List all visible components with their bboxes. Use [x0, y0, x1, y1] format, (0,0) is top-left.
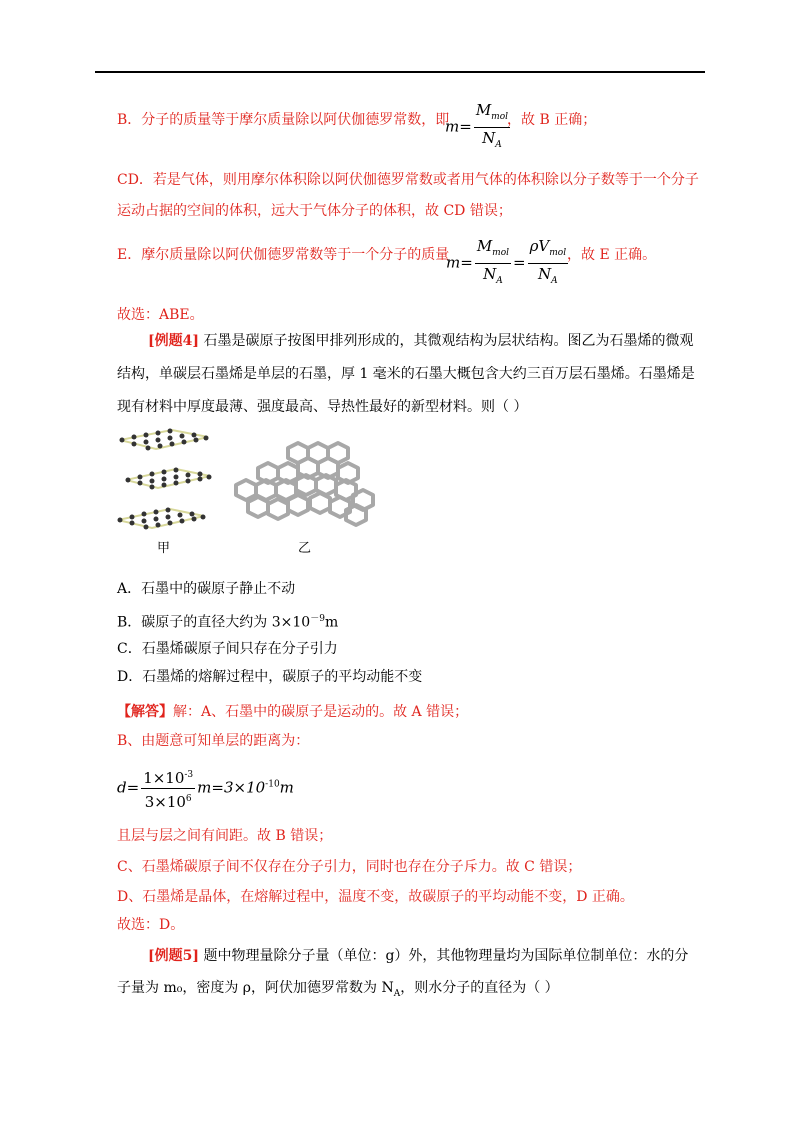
option-c: C．石墨烯碳原子间只存在分子引力 [117, 641, 338, 657]
example-5-tag: [例题5] [148, 948, 199, 964]
solution-cd-line-1: CD．若是气体，则用摩尔体积除以阿伏伽德罗常数或者用气体的体积除以分子数等于一个分子 [117, 172, 699, 188]
solution-b-conclusion: 且层与层之间有间距。故 B 错误； [117, 828, 333, 844]
formula-N: N [482, 129, 496, 147]
formula-e-mol: mol [492, 248, 510, 258]
example-5-line-1 [148, 946, 688, 966]
formula-M: M [475, 101, 492, 119]
solution-d: D、石墨烯是晶体，在熔解过程中，温度不变，故碳原子的平均动能不变，D 正确。 [117, 889, 634, 905]
formula-var-m: m [445, 117, 460, 136]
formula-d-eq: = [126, 778, 140, 797]
formula-e-V: V [538, 237, 550, 255]
formula-e-N2: N [538, 265, 552, 283]
solution-b-suffix: ，故 B 正确； [507, 112, 597, 128]
solution-tag: 【解答】 [117, 704, 173, 720]
example-4-line-2: 结构，单碳层石墨烯是单层的石墨，厚 1 毫米的石墨大概包含大约三百万层石墨烯。石墨烯是 [117, 366, 695, 382]
solution-line-1 [117, 702, 468, 722]
formula-e-vmol: mol [549, 248, 567, 258]
formula-e-M: M [476, 237, 493, 255]
formula-d-num-exp: -3 [184, 770, 194, 780]
caption-jia: 甲 [157, 541, 171, 556]
solution-a-text: 解：A、石墨中的碳原子是运动的。故 A 错误； [173, 704, 469, 720]
solution-b-intro: B、由题意可知单层的距离为： [117, 733, 310, 749]
answer-1: 故选：ABE。 [117, 307, 204, 323]
example-5-text-1: 题中物理量除分子量（单位：g）外，其他物理量均为国际单位制单位：水的分 [199, 948, 689, 964]
formula-mol-sub: mol [491, 112, 509, 122]
solution-e-line: E．摩尔质量除以阿伏伽德罗常数等于一个分子的质量 [117, 247, 450, 263]
graphite-layer-top [120, 429, 209, 451]
option-a: A．石墨中的碳原子静止不动 [117, 581, 296, 597]
example-4-line-1 [148, 331, 693, 351]
header-rule [95, 71, 705, 73]
formula-m-mol-over-na [445, 100, 512, 155]
formula-e-N: N [483, 265, 497, 283]
formula-d [117, 765, 294, 812]
formula-e-eq1: = [460, 253, 473, 272]
solution-b-line [117, 110, 449, 130]
example-5-text-2b: ，则水分子的直径为（ ） [400, 980, 559, 996]
formula-d-num: 1×10 [143, 769, 185, 787]
formula-e-rho: ρ [529, 237, 539, 255]
example-4-text-1: 石墨是碳原子按图甲排列形成的，其微观结构为层状结构。图乙为石墨烯的微观 [199, 333, 694, 349]
example-4-line-3: 现有材料中厚度最薄、强度最高、导热性最好的新型材料。则（ ） [117, 399, 528, 415]
formula-fraction [474, 100, 510, 155]
option-b-exponent: －9 [310, 614, 325, 624]
option-b-unit: m [324, 614, 339, 631]
formula-d-var: d [117, 778, 127, 797]
option-b [117, 609, 338, 633]
formula-d-den: 3×10 [144, 793, 186, 811]
formula-d-frac [141, 765, 195, 812]
formula-e-m: m [446, 253, 461, 272]
example-5-sub: A [393, 988, 401, 999]
formula-e-eq2: = [513, 253, 526, 272]
solution-cd-line-2: 运动占据的空间的体积，远大于气体分子的体积，故 CD 错误； [117, 203, 512, 219]
formula-d-den-exp: 6 [185, 794, 192, 804]
option-d: D．石墨烯的熔解过程中，碳原子的平均动能不变 [117, 669, 423, 685]
formula-equals: = [459, 117, 472, 136]
formula-e-A: A [496, 276, 503, 286]
solution-c: C、石墨烯碳原子间不仅存在分子引力，同时也存在分子斥力。故 C 错误； [117, 859, 582, 875]
graphite-figure [112, 425, 217, 535]
formula-e-frac1 [475, 236, 511, 291]
formula-e-A2: A [551, 276, 558, 286]
example-5-text-2: 子量为 m₀，密度为 ρ，阿伏加德罗常数为 N [117, 980, 394, 996]
formula-d-result-exp: -10 [265, 779, 280, 790]
graphene-lattice [236, 443, 373, 525]
example-5-line-2 [117, 978, 559, 1004]
graphite-layer-bottom [118, 508, 206, 530]
formula-d-unit: m [279, 778, 294, 797]
formula-e [446, 236, 570, 291]
caption-yi: 乙 [298, 541, 312, 556]
example-4-tag: [例题4] [148, 333, 199, 349]
solution-b-text: B．分子的质量等于摩尔质量除以阿伏伽德罗常数，即 [117, 112, 450, 128]
formula-e-frac2 [528, 236, 569, 291]
graphite-layer-middle [126, 468, 212, 490]
solution-e-suffix: ，故 E 正确。 [567, 247, 657, 263]
formula-A-sub: A [495, 140, 502, 150]
option-b-text: B．碳原子的直径大约为 3×10 [117, 614, 311, 631]
answer-2: 故选：D。 [117, 917, 185, 933]
formula-d-result: m=3×10 [197, 778, 266, 797]
graphene-figure [228, 440, 378, 530]
